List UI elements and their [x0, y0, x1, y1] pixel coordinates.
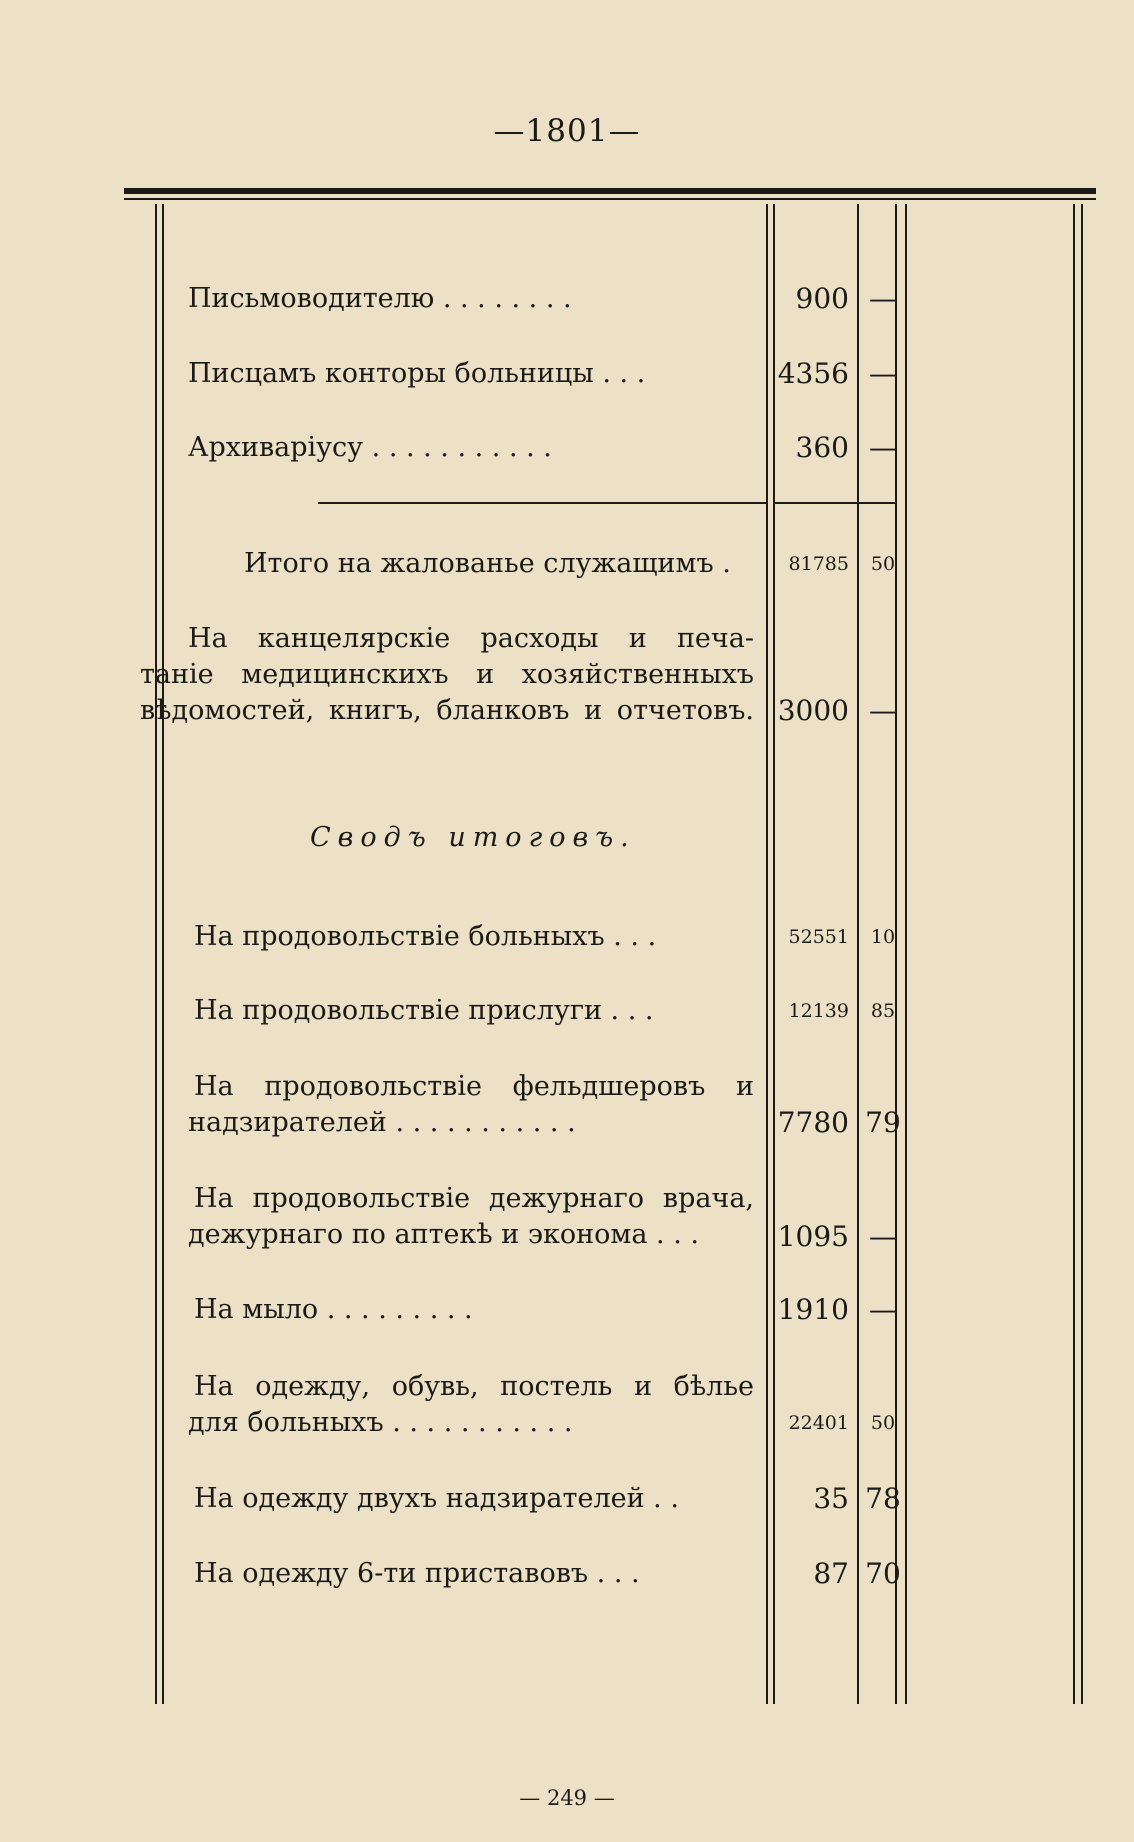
entry-scribes-rubles: 4356: [777, 357, 849, 390]
left-border-line: [155, 204, 157, 1704]
entry-office-expenses-line-3: вѣдомостей, книгъ, бланковъ и отчетовъ.: [140, 695, 754, 726]
entry-office-expenses-rubles: 3000: [777, 694, 849, 727]
entry-clothing-bailiffs-label: [194, 1556, 760, 1592]
subtotal-rule-rubles: [773, 502, 857, 504]
entry-food-doctor-rubles: 1095: [777, 1220, 849, 1253]
entry-food-doctor-line-2: дежурнаго по аптекѣ и эконома . . .: [188, 1219, 699, 1250]
section-title-summary: Сводъ итоговъ.: [310, 822, 636, 853]
entry-archivist-line: Архиваріусу . . . . . . . . . . .: [188, 432, 552, 463]
entry-clerk-label: [188, 281, 754, 317]
entry-salary-total-line: Итого на жалованье служащимъ .: [244, 548, 731, 579]
entry-food-servants-line: На продовольствіе прислуги . . .: [194, 995, 654, 1026]
entry-office-expenses-line-2: таніе медицинскихъ и хозяйственныхъ: [140, 659, 754, 690]
entry-clothing-wardens-line: На одежду двухъ надзирателей . .: [194, 1483, 679, 1514]
entry-office-expenses-line-1: На канцелярскіе расходы и печа-: [188, 623, 754, 654]
entry-food-doctor-label: [188, 1181, 754, 1253]
entry-clothing-wardens-kopecks: 78: [865, 1482, 901, 1515]
subtotal-rule-kopecks: [857, 502, 895, 504]
entry-food-patients-label: [194, 919, 760, 955]
entry-food-feldshers-rubles: 7780: [777, 1106, 849, 1139]
entry-scribes-kopecks: —: [869, 357, 897, 390]
entry-food-feldshers-line-1: На продовольствіе фельдшеровъ и: [194, 1071, 754, 1102]
entry-clothing-patients-line-1: На одежду, обувь, постель и бѣлье: [194, 1371, 754, 1402]
entry-clothing-wardens-label: [194, 1481, 760, 1517]
entry-food-feldshers-line-2: надзирателей . . . . . . . . . . .: [188, 1107, 576, 1138]
entry-soap-rubles: 1910: [777, 1293, 849, 1326]
entry-food-servants-rubles: 12139: [788, 1000, 849, 1022]
entry-food-servants-label: [194, 993, 760, 1029]
entry-clothing-patients-line-2: для больныхъ . . . . . . . . . . .: [188, 1407, 573, 1438]
entry-clothing-bailiffs-kopecks: 70: [865, 1557, 901, 1590]
kopecks-column-left-line: [857, 204, 859, 1704]
entry-clothing-patients-kopecks: 50: [870, 1412, 896, 1434]
top-rule-thick: [124, 188, 1096, 194]
entry-food-feldshers-label: [188, 1069, 754, 1141]
entry-clerk-kopecks: —: [869, 282, 897, 315]
entry-soap-kopecks: —: [869, 1293, 897, 1326]
right-border-line-inner: [1081, 204, 1083, 1704]
entry-salary-total-rubles: 81785: [788, 553, 849, 575]
entry-archivist-label: [188, 430, 754, 466]
entry-archivist-rubles: 360: [795, 431, 849, 464]
left-border-line-inner: [162, 204, 164, 1704]
entry-salary-total-kopecks: 50: [870, 553, 896, 575]
entry-office-expenses-label: [140, 621, 754, 729]
subtotal-rule: [318, 502, 766, 504]
entry-clothing-bailiffs-rubles: 87: [813, 1557, 849, 1590]
entry-clothing-bailiffs-line: На одежду 6-ти приставовъ . . .: [194, 1558, 640, 1589]
entry-food-patients-kopecks: 10: [870, 926, 896, 948]
right-border-line: [1073, 204, 1075, 1704]
entry-food-patients-rubles: 52551: [788, 926, 849, 948]
entry-clothing-patients-rubles: 22401: [788, 1412, 849, 1434]
entry-scribes-line: Писцамъ конторы больницы . . .: [188, 358, 646, 389]
entry-office-expenses-kopecks: —: [869, 694, 897, 727]
page-footer-number: — 249 —: [519, 1786, 615, 1810]
rubles-column-left-line: [766, 204, 768, 1704]
entry-scribes-label: [188, 356, 754, 392]
entry-clothing-patients-label: [188, 1369, 754, 1441]
top-rule-thin: [124, 198, 1096, 200]
entry-clerk-line: Письмоводителю . . . . . . . .: [188, 283, 572, 314]
entry-clothing-wardens-rubles: 35: [813, 1482, 849, 1515]
entry-food-servants-kopecks: 85: [870, 1000, 896, 1022]
entry-food-doctor-kopecks: —: [869, 1220, 897, 1253]
entry-food-doctor-line-1: На продовольствіе дежурнаго врача,: [194, 1183, 754, 1214]
entry-food-feldshers-kopecks: 79: [865, 1106, 901, 1139]
entry-soap-line: На мыло . . . . . . . . .: [194, 1294, 473, 1325]
entry-clerk-rubles: 900: [795, 282, 849, 315]
page-header-number: —1801—: [493, 113, 641, 149]
entry-salary-total-label: [188, 546, 754, 582]
entry-food-patients-line: На продовольствіе больныхъ . . .: [194, 921, 657, 952]
entry-archivist-kopecks: —: [869, 431, 897, 464]
entry-soap-label: [194, 1292, 760, 1328]
outer-column-line: [905, 204, 907, 1704]
